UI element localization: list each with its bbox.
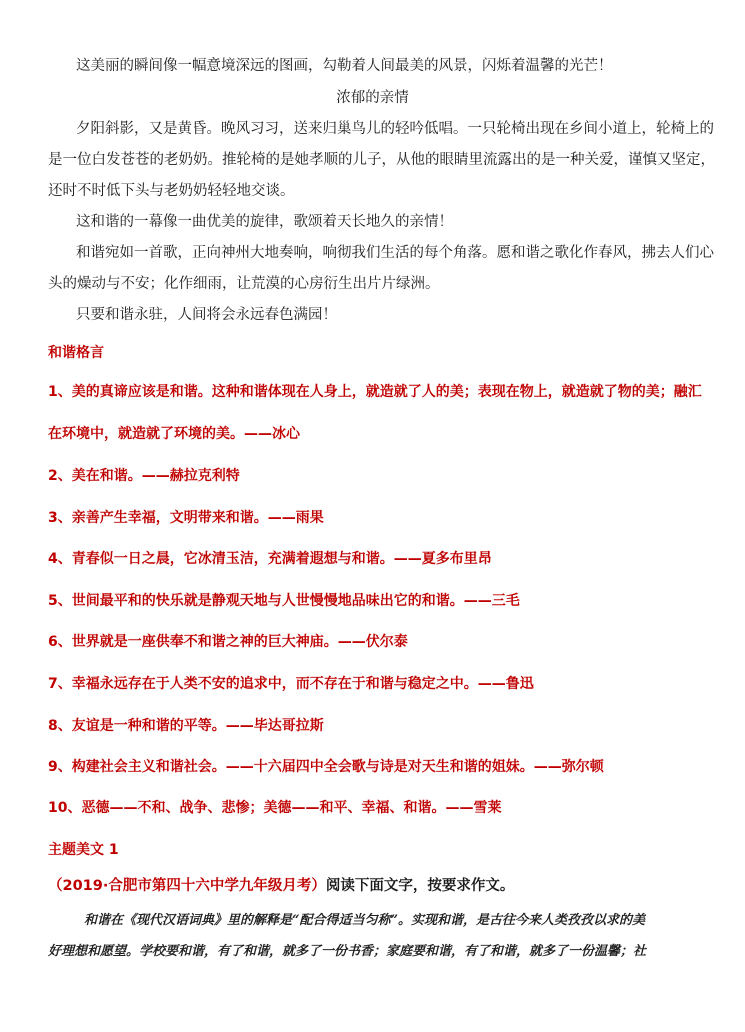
essay-source: （2019·合肥市第四十六中学九年级月考） <box>48 878 326 894</box>
essay-prompt <box>48 876 514 896</box>
quote-3: 3、亲善产生幸福，文明带来和谐。——雨果 <box>48 510 324 526</box>
passage-paragraph-2-line-2: 是一位白发苍苍的老奶奶。推轮椅的是她孝顺的儿子，从他的眼睛里流露出的是一种关爱，谨慎又坚定， <box>48 152 715 168</box>
essay-body-line-1: 和谐在《现代汉语词典》里的解释是“配合得适当匀称”。实现和谐，是古往今来人类孜孜以求的美 <box>84 913 645 928</box>
quote-5: 5、世间最平和的快乐就是静观天地与人世慢慢地品味出它的和谐。——三毛 <box>48 593 520 609</box>
quote-1-line-1: 1、美的真谛应该是和谐。这种和谐体现在人身上，就造就了人的美；表现在物上，就造就了物的美；融汇 <box>48 384 702 400</box>
quotes-heading: 和谐格言 <box>48 345 104 361</box>
quote-4: 4、青春似一日之晨，它冰清玉洁，充满着遐想与和谐。——夏多布里昂 <box>48 551 492 567</box>
quote-2: 2、美在和谐。——赫拉克利特 <box>48 468 240 484</box>
passage-paragraph-4-line-2: 头的燥动与不安；化作细雨，让荒漠的心房衍生出片片绿洲。 <box>48 276 440 292</box>
passage-paragraph-1: 这美丽的瞬间像一幅意境深远的图画，勾勒着人间最美的风景，闪烁着温馨的光芒！ <box>76 58 613 74</box>
passage-paragraph-3: 这和谐的一幕像一曲优美的旋律，歌颂着天长地久的亲情！ <box>76 214 453 230</box>
passage-paragraph-2-line-3: 还时不时低下头与老奶奶轻轻地交谈。 <box>48 183 295 199</box>
quote-1-line-2: 在环境中，就造就了环境的美。——冰心 <box>48 426 300 442</box>
passage-paragraph-2-line-1: 夕阳斜影，又是黄昏。晚风习习，送来归巢鸟儿的轻吟低唱。一只轮椅出现在乡间小道上，轮椅上的 <box>76 121 714 137</box>
quote-9: 9、构建社会主义和谐社会。——十六届四中全会歌与诗是对天生和谐的姐妹。——弥尔顿 <box>48 759 604 775</box>
passage-paragraph-5: 只要和谐永驻，人间将会永远春色满园！ <box>76 307 337 323</box>
quote-8: 8、友谊是一种和谐的平等。——毕达哥拉斯 <box>48 718 324 734</box>
essay-heading: 主题美文 1 <box>48 842 119 858</box>
passage-paragraph-4-line-1: 和谐宛如一首歌，正向神州大地奏响，响彻我们生活的每个角落。愿和谐之歌化作春风，拂去人们心 <box>76 245 714 261</box>
passage-subtitle: 浓郁的亲情 <box>336 90 409 106</box>
quote-10: 10、恶德——不和、战争、悲惨；美德——和平、幸福、和谐。——雪莱 <box>48 800 502 816</box>
quote-6: 6、世界就是一座供奉不和谐之神的巨大神庙。——伏尔泰 <box>48 634 408 650</box>
essay-body-line-2: 好理想和愿望。学校要和谐，有了和谐，就多了一份书香；家庭要和谐，有了和谐，就多了一份温馨；社 <box>48 944 647 959</box>
essay-instruction: 阅读下面文字，按要求作文。 <box>325 878 515 894</box>
quote-7: 7、幸福永远存在于人类不安的追求中，而不存在于和谐与稳定之中。——鲁迅 <box>48 676 534 692</box>
